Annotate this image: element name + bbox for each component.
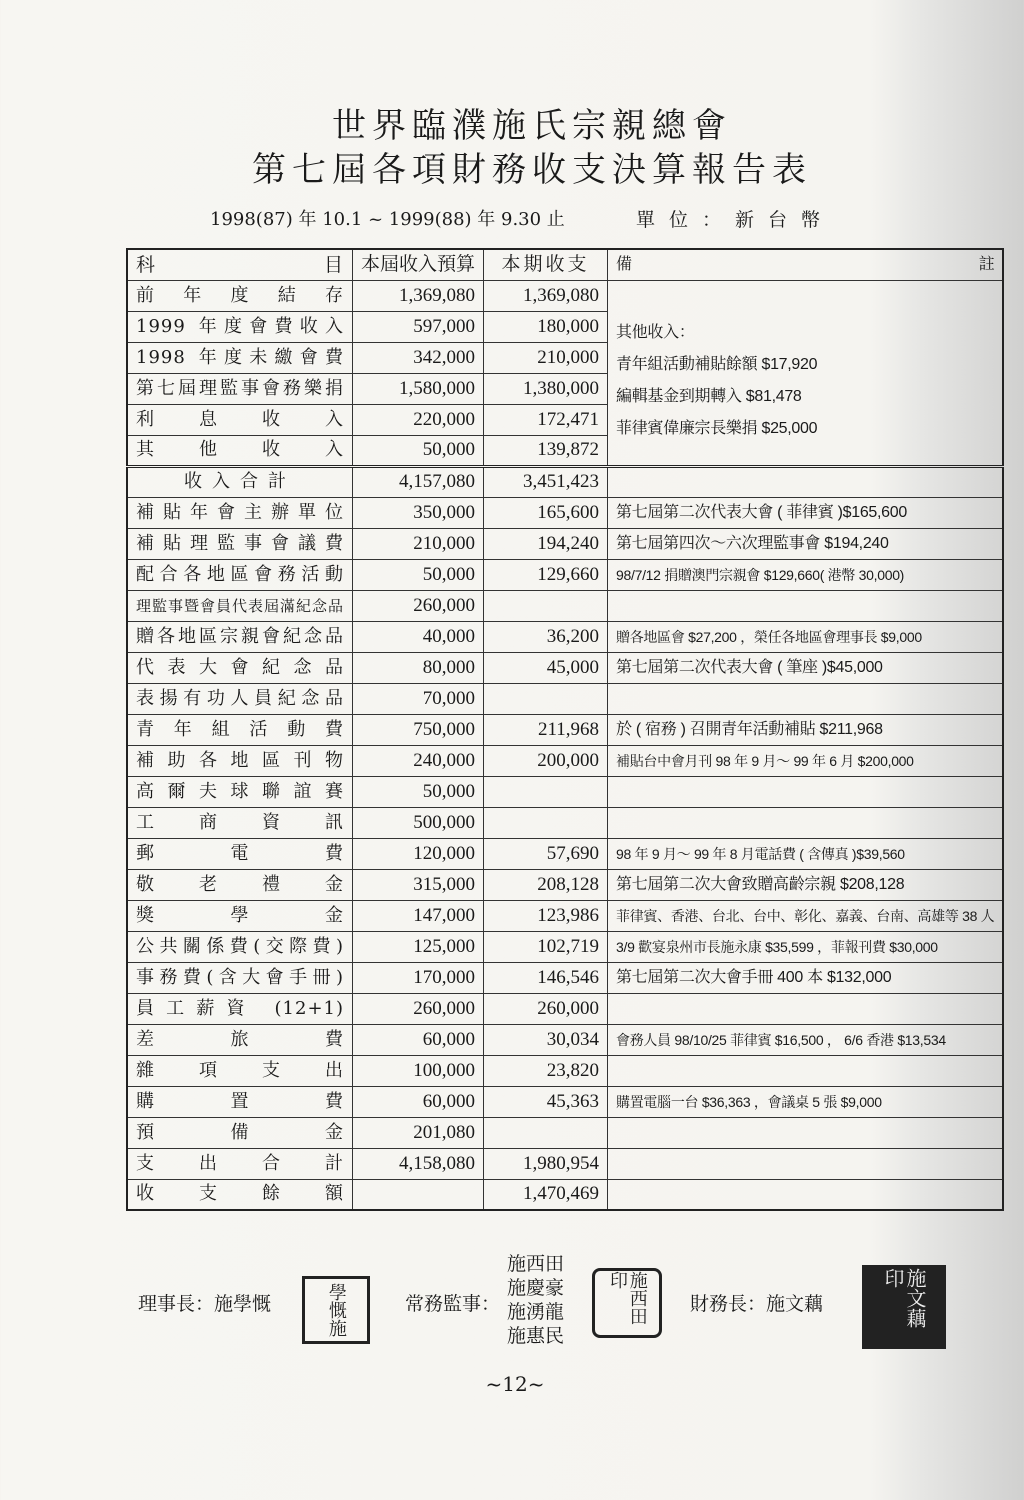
header-item-left: 科	[136, 253, 157, 276]
row-budget: 70,000	[353, 683, 484, 714]
row-actual: 1,369,080	[484, 280, 608, 311]
row-note	[608, 1055, 1004, 1086]
row-note: 於 ( 宿務 ) 召開青年活動補貼 $211,968	[608, 714, 1004, 745]
row-actual: 211,968	[484, 714, 608, 745]
table-row	[127, 590, 1003, 621]
row-note: 購置電腦一台 $36,363 ，會議桌 5 張 $9,000	[608, 1086, 1004, 1117]
row-note: 第七屆第二次代表大會 ( 筆座 )$45,000	[608, 652, 1004, 683]
row-budget: 500,000	[353, 807, 484, 838]
row-actual	[484, 776, 608, 807]
row-item: 贈各地區宗親會紀念品	[127, 621, 353, 652]
table-row	[127, 652, 1003, 683]
row-note: 第七屆第二次代表大會 ( 菲律賓 )$165,600	[608, 497, 1004, 528]
supervisor-name: 施慶豪	[507, 1277, 565, 1299]
row-budget: 342,000	[353, 342, 484, 373]
row-note: 98/7/12 捐贈澳門宗親會 $129,660( 港幣 30,000)	[608, 559, 1004, 590]
row-actual: 57,690	[484, 838, 608, 869]
table-row	[127, 497, 1003, 528]
row-note: 第七屆第四次～六次理監事會 $194,240	[608, 528, 1004, 559]
row-item: 補貼年會主辦單位	[127, 497, 353, 528]
row-note	[608, 1117, 1004, 1148]
table-row	[127, 1148, 1003, 1179]
table-row	[127, 280, 1003, 311]
row-item: 購置費	[127, 1086, 353, 1117]
row-budget: 50,000	[353, 435, 484, 466]
row-budget: 1,580,000	[353, 373, 484, 404]
row-budget: 120,000	[353, 838, 484, 869]
row-item: 差旅費	[127, 1024, 353, 1055]
row-item: 員工薪資 (12+1)	[127, 993, 353, 1024]
row-budget: 1,369,080	[353, 280, 484, 311]
table-row	[127, 466, 1003, 497]
income-note: 其他收入：	[616, 323, 695, 341]
row-note	[608, 1179, 1004, 1210]
row-budget: 260,000	[353, 993, 484, 1024]
row-actual: 1,980,954	[484, 1148, 608, 1179]
row-item: 收支餘額	[127, 1179, 353, 1210]
row-budget: 170,000	[353, 962, 484, 993]
table-row	[127, 745, 1003, 776]
row-actual: 165,600	[484, 497, 608, 528]
supervisor-name: 施西田	[507, 1253, 565, 1275]
row-item: 公共關係費(交際費)	[127, 931, 353, 962]
row-actual: 45,363	[484, 1086, 608, 1117]
table-row	[127, 931, 1003, 962]
row-actual: 1,380,000	[484, 373, 608, 404]
row-actual: 200,000	[484, 745, 608, 776]
row-note	[608, 466, 1004, 497]
table-row	[127, 714, 1003, 745]
row-note: 第七屆第二次大會致贈高齡宗親 $208,128	[608, 869, 1004, 900]
row-budget: 100,000	[353, 1055, 484, 1086]
row-actual: 210,000	[484, 342, 608, 373]
row-budget: 597,000	[353, 311, 484, 342]
table-row	[127, 1055, 1003, 1086]
row-item: 1999 年度會費收入	[127, 311, 353, 342]
income-notes	[608, 280, 1004, 466]
row-budget: 60,000	[353, 1086, 484, 1117]
row-budget: 40,000	[353, 621, 484, 652]
row-budget: 147,000	[353, 900, 484, 931]
period: 1998(87) 年 10.1 ~ 1999(88) 年 9.30 止	[210, 209, 565, 230]
row-actual: 172,471	[484, 404, 608, 435]
row-budget	[353, 1179, 484, 1210]
row-item: 預備金	[127, 1117, 353, 1148]
row-item: 配合各地區會務活動	[127, 559, 353, 590]
income-note: 青年組活動補貼餘額 $17,920	[616, 355, 818, 373]
row-actual	[484, 590, 608, 621]
row-item: 前年度結存	[127, 280, 353, 311]
row-budget: 4,158,080	[353, 1148, 484, 1179]
header-note-left: 備	[616, 255, 632, 273]
row-item: 獎學金	[127, 900, 353, 931]
table-row	[127, 621, 1003, 652]
row-actual: 3,451,423	[484, 466, 608, 497]
income-note: 菲律賓偉廉宗長樂捐 $25,000	[616, 419, 818, 437]
row-item: 青年組活動費	[127, 714, 353, 745]
row-actual: 123,986	[484, 900, 608, 931]
row-item: 敬老禮金	[127, 869, 353, 900]
table-header	[127, 249, 1003, 280]
row-actual: 102,719	[484, 931, 608, 962]
row-budget: 80,000	[353, 652, 484, 683]
row-item: 其他收入	[127, 435, 353, 466]
table-row	[127, 1117, 1003, 1148]
row-actual: 146,546	[484, 962, 608, 993]
row-actual: 129,660	[484, 559, 608, 590]
row-budget: 210,000	[353, 528, 484, 559]
row-budget: 125,000	[353, 931, 484, 962]
treasurer-seal: 施文藕印	[862, 1265, 946, 1349]
row-budget: 315,000	[353, 869, 484, 900]
row-item: 1998 年度未繳會費	[127, 342, 353, 373]
row-note: 菲律賓、香港、台北、台中、彰化、嘉義、台南、高雄等 38 人	[608, 900, 1004, 931]
table-row	[127, 559, 1003, 590]
row-actual: 139,872	[484, 435, 608, 466]
chairman-signature: 理事長：施學慨	[138, 1293, 272, 1315]
row-note	[608, 590, 1004, 621]
row-actual: 260,000	[484, 993, 608, 1024]
row-note	[608, 776, 1004, 807]
row-item: 郵電費	[127, 838, 353, 869]
row-actual: 208,128	[484, 869, 608, 900]
table-row	[127, 838, 1003, 869]
header-item-right: 目	[324, 253, 345, 276]
supervisor-name: 施惠民	[507, 1325, 565, 1347]
row-item: 理監事暨會員代表屆滿紀念品	[127, 590, 353, 621]
row-item: 代表大會紀念品	[127, 652, 353, 683]
header-note-right: 註	[978, 255, 995, 273]
table-row	[127, 683, 1003, 714]
table-row	[127, 776, 1003, 807]
supervisor-seal: 施西田印	[592, 1268, 662, 1338]
table-row	[127, 993, 1003, 1024]
chairman-seal: 學慨施	[302, 1276, 370, 1344]
row-budget: 50,000	[353, 776, 484, 807]
row-note: 贈各地區會 $27,200 ，榮任各地區會理事長 $9,000	[608, 621, 1004, 652]
row-actual: 30,034	[484, 1024, 608, 1055]
row-item: 利息收入	[127, 404, 353, 435]
row-note: 第七屆第二次大會手冊 400 本 $132,000	[608, 962, 1004, 993]
table-row	[127, 807, 1003, 838]
row-budget: 260,000	[353, 590, 484, 621]
table-row	[127, 528, 1003, 559]
financial-table	[126, 248, 1004, 1211]
row-budget: 240,000	[353, 745, 484, 776]
document-title: 世界臨濮施氏宗親總會	[332, 106, 732, 146]
page-number: ~12~	[485, 1372, 545, 1396]
row-item: 事務費(含大會手冊)	[127, 962, 353, 993]
row-actual: 1,470,469	[484, 1179, 608, 1210]
row-actual	[484, 1117, 608, 1148]
row-note: 3/9 歡宴泉州市長施永康 $35,599 ，菲報刊費 $30,000	[608, 931, 1004, 962]
table-row	[127, 1086, 1003, 1117]
row-item: 收入合計	[127, 466, 353, 497]
row-budget: 50,000	[353, 559, 484, 590]
table-row	[127, 1024, 1003, 1055]
row-note: 98 年 9 月～ 99 年 8 月電話費 ( 含傳真 )$39,560	[608, 838, 1004, 869]
row-actual	[484, 807, 608, 838]
row-note: 會務人員 98/10/25 菲律賓 $16,500 ， 6/6 香港 $13,534	[608, 1024, 1004, 1055]
row-item: 補助各地區刊物	[127, 745, 353, 776]
row-actual: 36,200	[484, 621, 608, 652]
table-row	[127, 1179, 1003, 1210]
currency-unit: 單位：新台幣	[636, 209, 835, 231]
supervisor-names	[507, 1252, 564, 1348]
row-note	[608, 807, 1004, 838]
row-actual	[484, 683, 608, 714]
row-item: 表揚有功人員紀念品	[127, 683, 353, 714]
row-item: 補貼理監事會議費	[127, 528, 353, 559]
row-item: 高爾夫球聯誼賽	[127, 776, 353, 807]
row-budget: 350,000	[353, 497, 484, 528]
table-row	[127, 900, 1003, 931]
row-actual: 194,240	[484, 528, 608, 559]
row-actual: 23,820	[484, 1055, 608, 1086]
row-budget: 4,157,080	[353, 466, 484, 497]
income-note: 編輯基金到期轉入 $81,478	[616, 387, 802, 405]
row-budget: 201,080	[353, 1117, 484, 1148]
table-row	[127, 869, 1003, 900]
table-row	[127, 962, 1003, 993]
header-budget: 本屆收入預算	[353, 249, 484, 280]
row-note: 補貼台中會月刊 98 年 9 月～ 99 年 6 月 $200,000	[608, 745, 1004, 776]
row-note	[608, 993, 1004, 1024]
row-budget: 60,000	[353, 1024, 484, 1055]
row-item: 支出合計	[127, 1148, 353, 1179]
row-budget: 750,000	[353, 714, 484, 745]
row-note	[608, 1148, 1004, 1179]
supervisor-label: 常務監事：	[405, 1293, 501, 1315]
report-title: 第七屆各項財務收支決算報告表	[252, 150, 812, 190]
row-budget: 220,000	[353, 404, 484, 435]
row-actual: 45,000	[484, 652, 608, 683]
row-item: 工商資訊	[127, 807, 353, 838]
row-note	[608, 683, 1004, 714]
row-actual: 180,000	[484, 311, 608, 342]
row-item: 第七屆理監事會務樂捐	[127, 373, 353, 404]
treasurer-signature: 財務長：施文藕	[690, 1293, 824, 1315]
header-actual: 本期收支	[484, 249, 608, 280]
row-item: 雜項支出	[127, 1055, 353, 1086]
supervisor-name: 施湧龍	[507, 1301, 565, 1323]
